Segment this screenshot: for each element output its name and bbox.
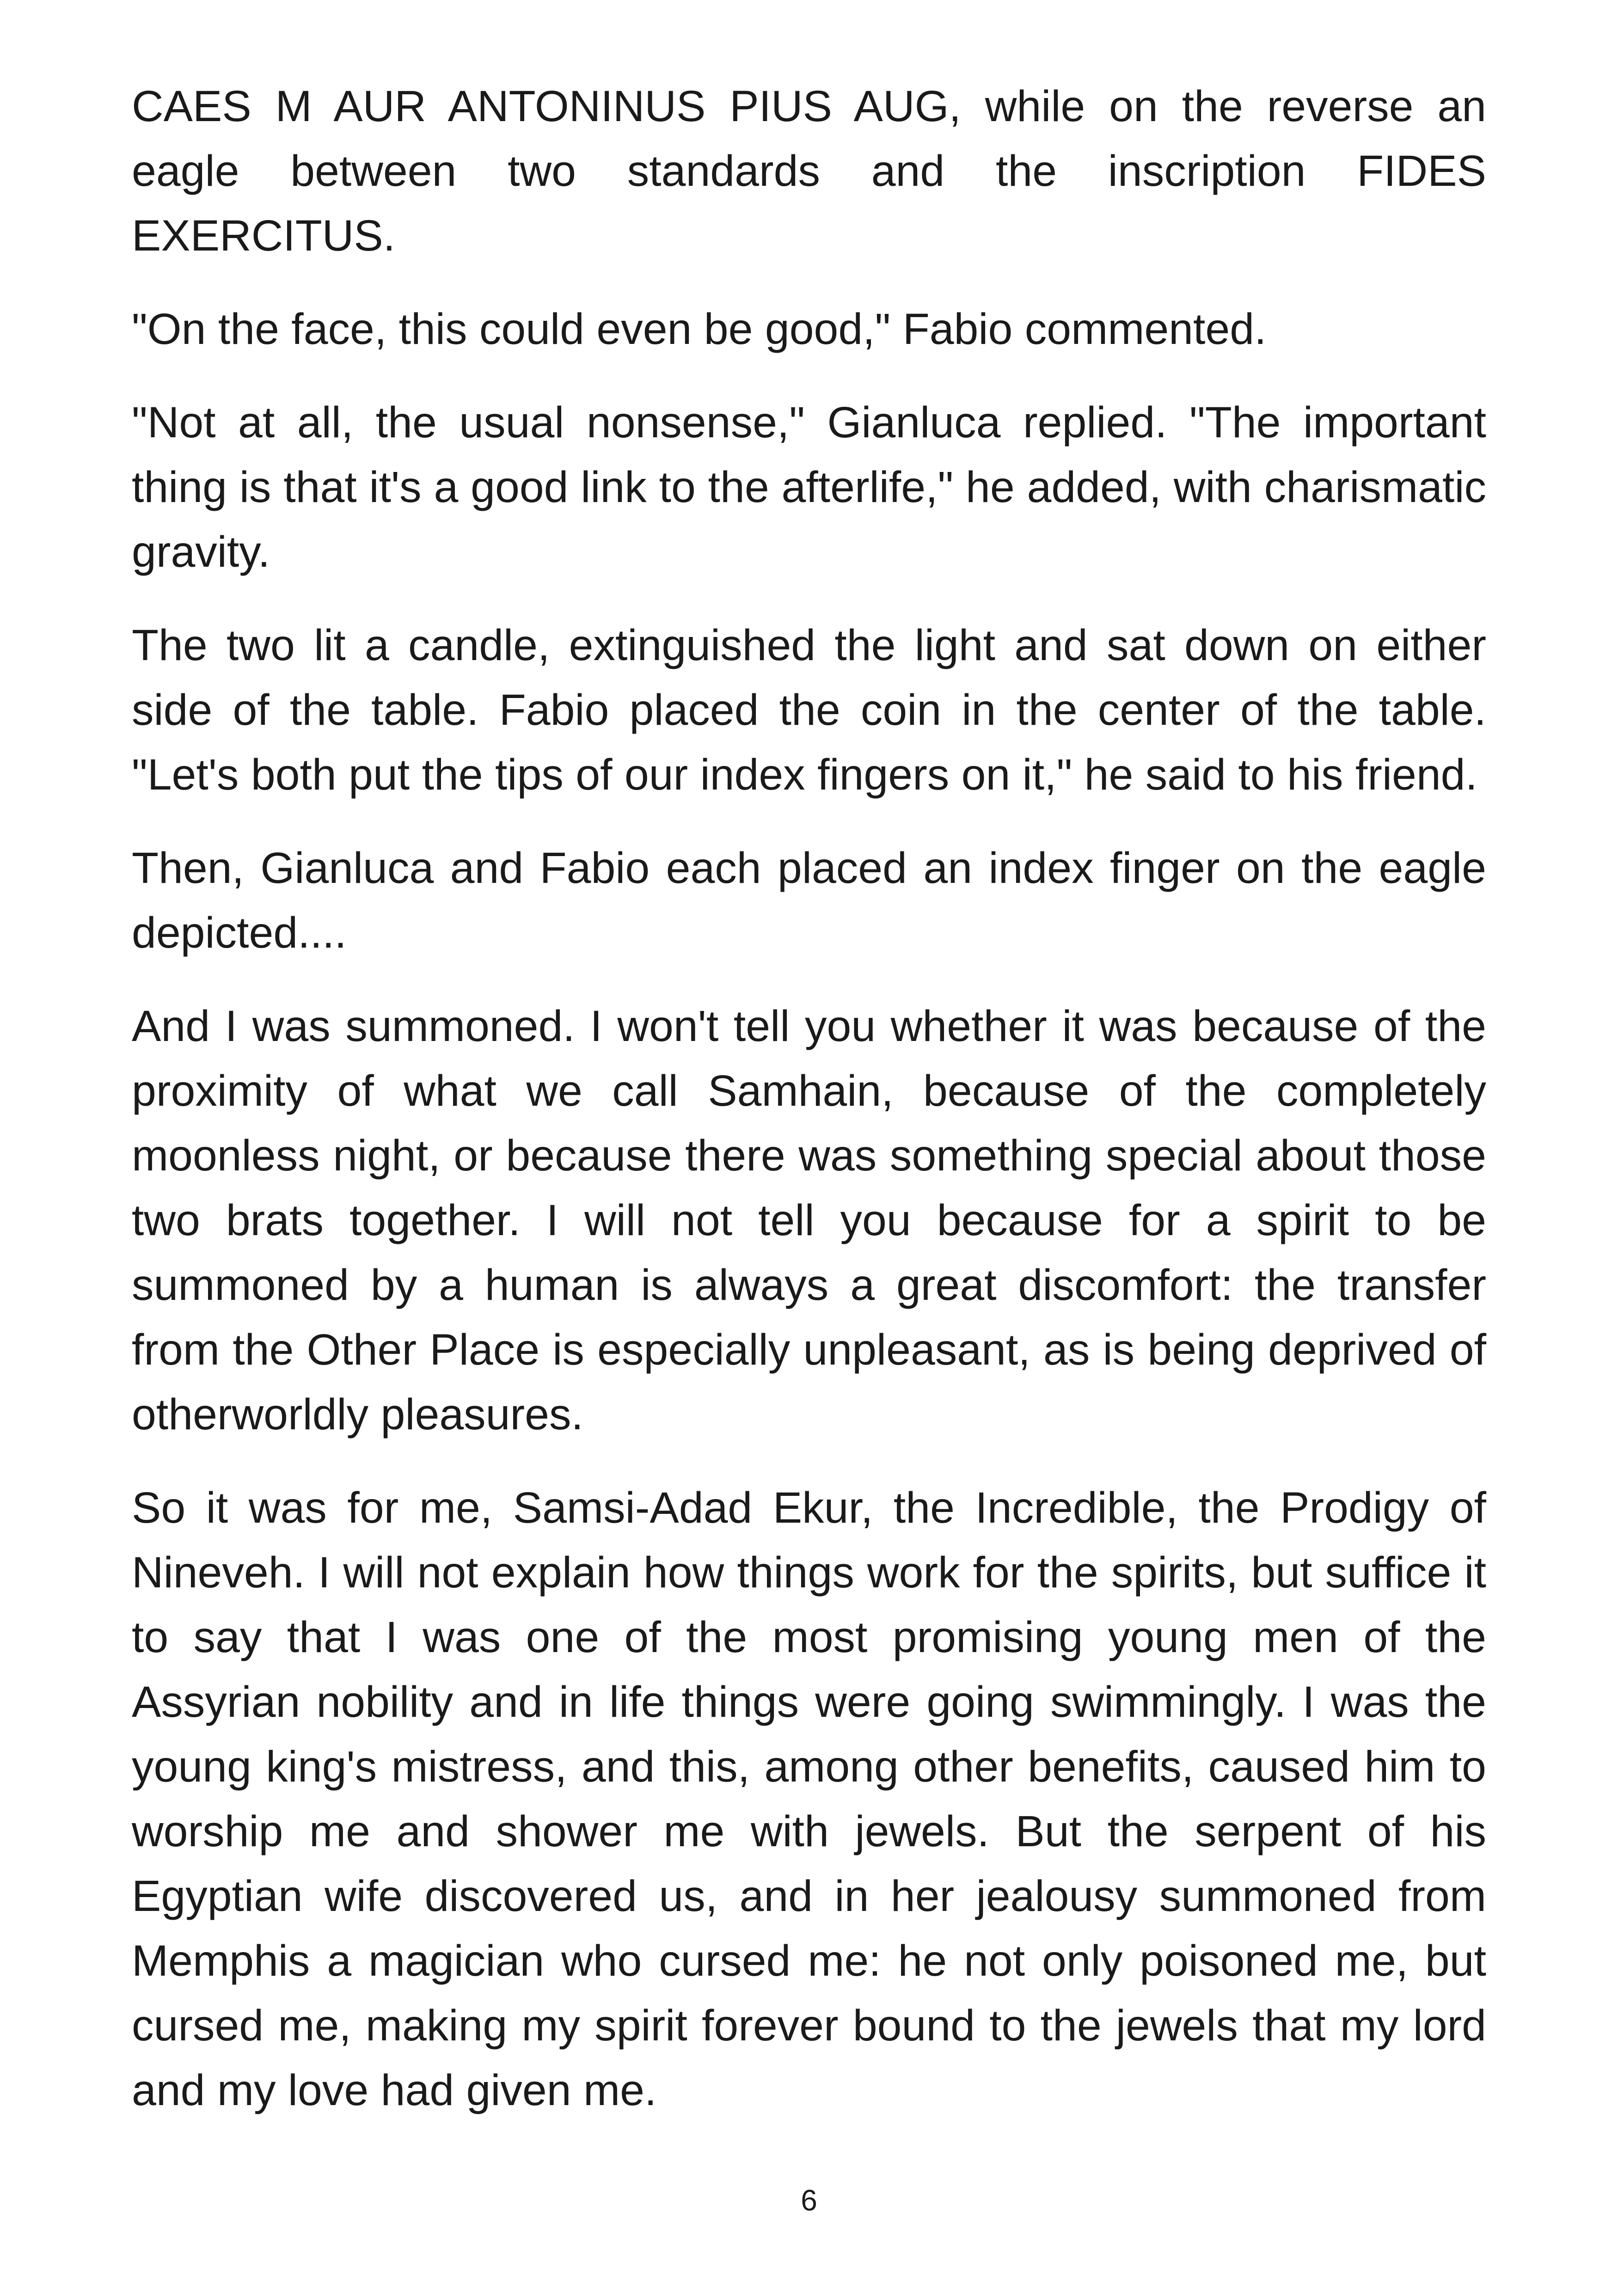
paragraph-2: "On the face, this could even be good," Fabio commented.: [132, 305, 1267, 354]
paragraph-3: "Not at all, the usual nonsense," Gianluca replied. "The important thing is that it's a good link to the afterlife," he added, with charismatic gravity.: [132, 398, 1486, 576]
page-number: 6: [801, 2184, 817, 2217]
page-body: [132, 74, 1486, 2151]
paragraph-7: So it was for me, Samsi-Adad Ekur, the Incredible, the Prodigy of Nineveh. I will not explain how things work for the spirits, but suffice it to say that I was one of the most promising young men of the Assyrian nobility and in life things were going swimmingly. I was the young king's mistress, and this, among other benefits, caused him to worship me and shower me with jewels. But the serpent of his Egyptian wife discovered us, and in her jealousy summoned from Memphis a magician who cursed me: he not only poisoned me, but cursed me, making my spirit forever bound to the jewels that my lord and my love had given me.: [132, 1483, 1486, 2115]
paragraph-6: And I was summoned. I won't tell you whether it was because of the proximity of what we call Samhain, because of the completely moonless night, or because there was something special about those two brats together. I will not tell you because for a spirit to be summoned by a human is always a great discomfort: the transfer from the Other Place is especially unpleasant, as is being deprived of otherworldly pleasures.: [132, 1002, 1486, 1439]
paragraph-1: CAES M AUR ANTONINUS PIUS AUG, while on the reverse an eagle between two standards and the inscription FIDES EXERCITUS.: [132, 82, 1486, 260]
paragraph-5: Then, Gianluca and Fabio each placed an index finger on the eagle depicted....: [132, 844, 1486, 957]
paragraph-4: The two lit a candle, extinguished the light and sat down on either side of the table. Fabio placed the coin in the center of the table. "Let's both put the tips of our index fingers on it," he said to his friend.: [132, 621, 1486, 799]
